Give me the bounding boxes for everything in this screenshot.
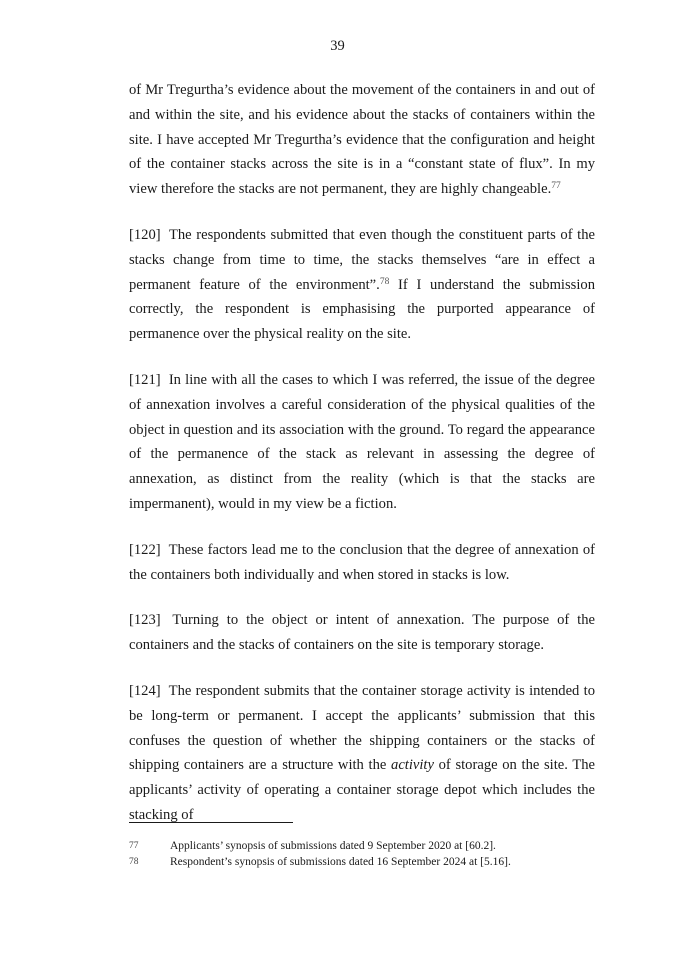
paragraph-number: [120] <box>129 226 161 243</box>
footnote-text: Respondent’s synopsis of submissions dated 16 September 2024 at [5.16]. <box>170 856 511 868</box>
footnote-divider <box>129 822 293 823</box>
paragraph-text: of Mr Tregurtha’s evidence about the movement of the containers in and out of and within the site, and his evidence about the stacks of containers within the site. I have accepted Mr Tregurtha’s evidence that the configuration and height of the container stacks across the site is in a “constant state of flux”. In my view therefore the stacks are not permanent, they are highly changeable. <box>129 82 595 198</box>
emphasis-text: activity <box>391 757 434 774</box>
paragraph <box>129 608 595 658</box>
paragraph-text: These factors lead me to the conclusion that the degree of annexation of the containers both individually and when stored in stacks is low. <box>129 541 595 583</box>
footnote-reference: 78 <box>379 276 390 287</box>
paragraph-number: [123] <box>129 612 161 629</box>
paragraph-number: [122] <box>129 541 161 558</box>
footnote-number: 77 <box>129 841 139 851</box>
paragraph <box>129 223 595 347</box>
paragraph <box>129 679 595 828</box>
footnote-text: Applicants’ synopsis of submissions dated 9 September 2020 at [60.2]. <box>170 840 496 852</box>
paragraph-number: [121] <box>129 371 161 388</box>
paragraph-text: If I understand the submission correctly, the respondent is emphasising the purported appearance of permanence over the physical reality on the site. <box>129 276 595 343</box>
paragraph-text: of storage on the site. The applicants’ activity of operating a container storage depot which includes the stacking of <box>129 757 596 823</box>
footnote <box>129 854 595 870</box>
footnote-reference: 77 <box>551 181 561 192</box>
paragraph <box>129 368 595 517</box>
footnote-number: 78 <box>129 857 139 867</box>
judgment-body <box>129 78 595 849</box>
paragraph <box>129 538 595 588</box>
paragraph-text: In line with all the cases to which I was referred, the issue of the degree of annexation involves a careful consideration of the physical qualities of the object in question and its association with the ground. To regard the appearance of the permanence of the stack as relevant in assessing the degree of annexation, as distinct from the reality (which is that the stacks are impermanent), would in my view be a fiction. <box>129 371 595 512</box>
footnotes <box>129 838 595 870</box>
paragraph <box>129 78 595 202</box>
paragraph-text: Turning to the object or intent of annexation. The purpose of the containers and the stacks of containers on the site is temporary storage. <box>129 612 596 654</box>
paragraph-number: [124] <box>129 682 161 699</box>
page-number: 39 <box>330 38 345 54</box>
paragraph-text: The respondents submitted that even though the constituent parts of the stacks change from time to time, the stacks themselves “are in effect a permanent feature of the environment”. <box>129 226 595 293</box>
paragraph-text: The respondent submits that the container storage activity is intended to be long-term or permanent. I accept the applicants’ submission that this confuses the question of whether the shipping containers or the stacks of shipping containers are a structure with the <box>129 682 595 774</box>
footnote <box>129 838 595 854</box>
